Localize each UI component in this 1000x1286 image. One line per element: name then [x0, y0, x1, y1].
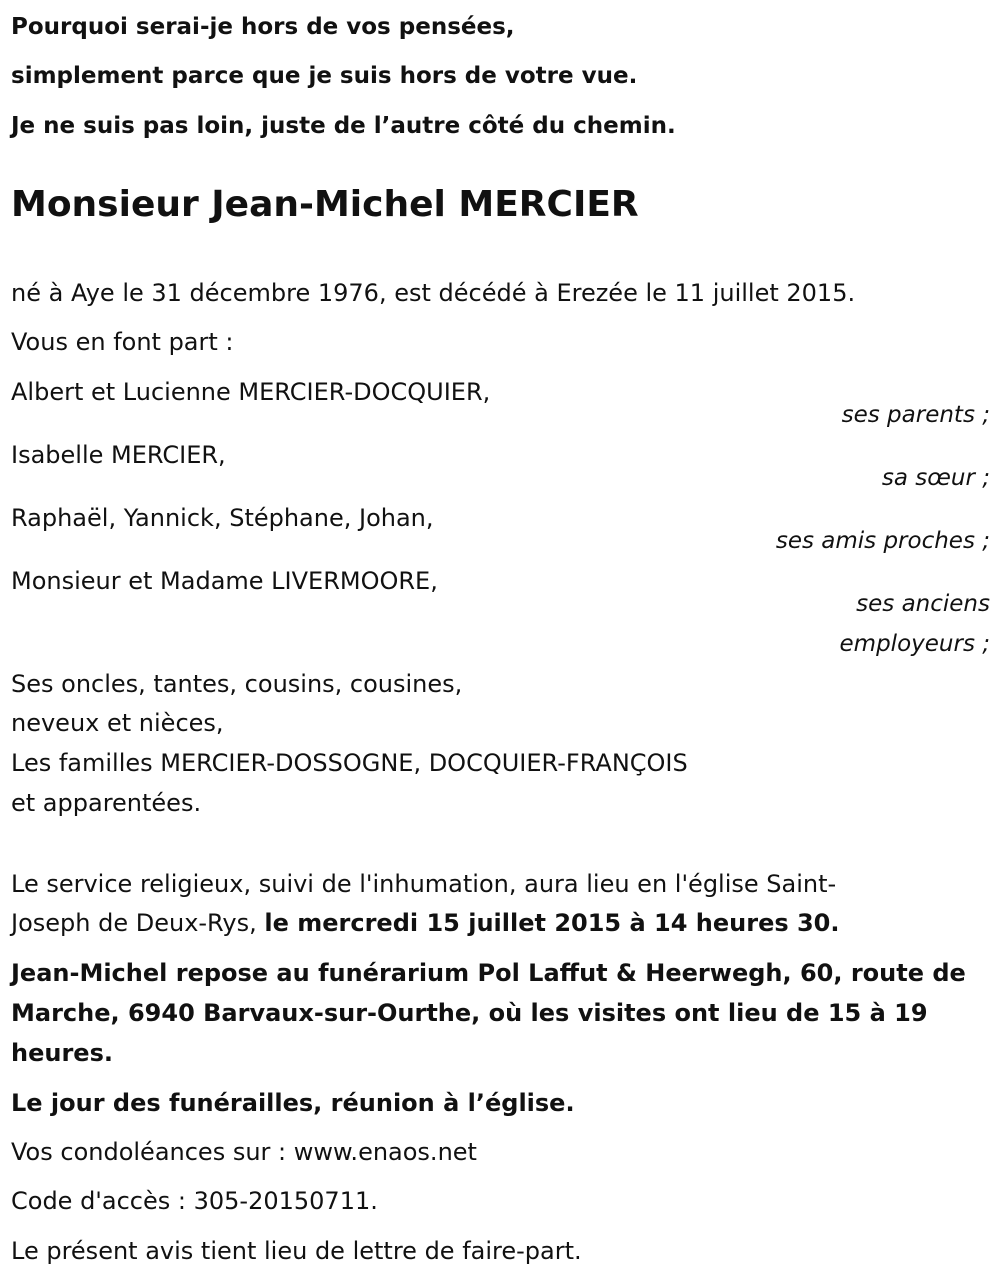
family-member-employers: Monsieur et Madame LIVERMOORE,	[11, 567, 438, 595]
access-code: Code d'accès : 305-20150711.	[11, 1187, 378, 1215]
other-family-line-2: neveux et nièces,	[11, 709, 224, 737]
relation-sister: sa sœur ;	[881, 465, 990, 491]
funerarium-line-2: Marche, 6940 Barvaux-sur-Ourthe, où les visites ont lieu de 15 à 19	[11, 999, 928, 1027]
birth-death-line: né à Aye le 31 décembre 1976, est décédé à Erezée le 11 juillet 2015.	[11, 279, 856, 307]
family-member-parents: Albert et Lucienne MERCIER-DOCQUIER,	[11, 378, 491, 406]
poem-line-2: simplement parce que je suis hors de votre vue.	[11, 63, 638, 89]
relation-friends: ses amis proches ;	[775, 528, 990, 554]
notice-text: Le présent avis tient lieu de lettre de faire-part.	[11, 1237, 582, 1265]
deceased-name: Monsieur Jean-Michel MERCIER	[11, 184, 639, 225]
funerarium-line-3: heures.	[11, 1039, 113, 1067]
relation-employers-line-2: employeurs ;	[839, 631, 990, 657]
relation-parents: ses parents ;	[841, 402, 990, 428]
family-member-sister: Isabelle MERCIER,	[11, 441, 226, 469]
meeting-info: Le jour des funérailles, réunion à l’église.	[11, 1089, 575, 1117]
service-line-2	[11, 908, 840, 938]
announcement-intro: Vous en font part :	[11, 328, 234, 356]
relation-employers-line-1: ses anciens	[856, 591, 990, 617]
service-place: Joseph de Deux-Rys,	[11, 909, 265, 937]
other-family-line-4: et apparentées.	[11, 789, 202, 817]
other-family-line-3: Les familles MERCIER-DOSSOGNE, DOCQUIER-FRANÇOIS	[11, 749, 688, 777]
service-date-time: le mercredi 15 juillet 2015 à 14 heures 30.	[264, 909, 840, 937]
condolences-info: Vos condoléances sur : www.enaos.net	[11, 1138, 477, 1166]
poem-line-1: Pourquoi serai-je hors de vos pensées,	[11, 14, 515, 40]
other-family-line-1: Ses oncles, tantes, cousins, cousines,	[11, 670, 463, 698]
funerarium-line-1: Jean-Michel repose au funérarium Pol Laffut & Heerwegh, 60, route de	[11, 959, 966, 987]
poem-line-3: Je ne suis pas loin, juste de l’autre côté du chemin.	[11, 113, 676, 139]
service-line-1: Le service religieux, suivi de l'inhumation, aura lieu en l'église Saint-	[11, 870, 837, 898]
family-member-friends: Raphaël, Yannick, Stéphane, Johan,	[11, 504, 434, 532]
